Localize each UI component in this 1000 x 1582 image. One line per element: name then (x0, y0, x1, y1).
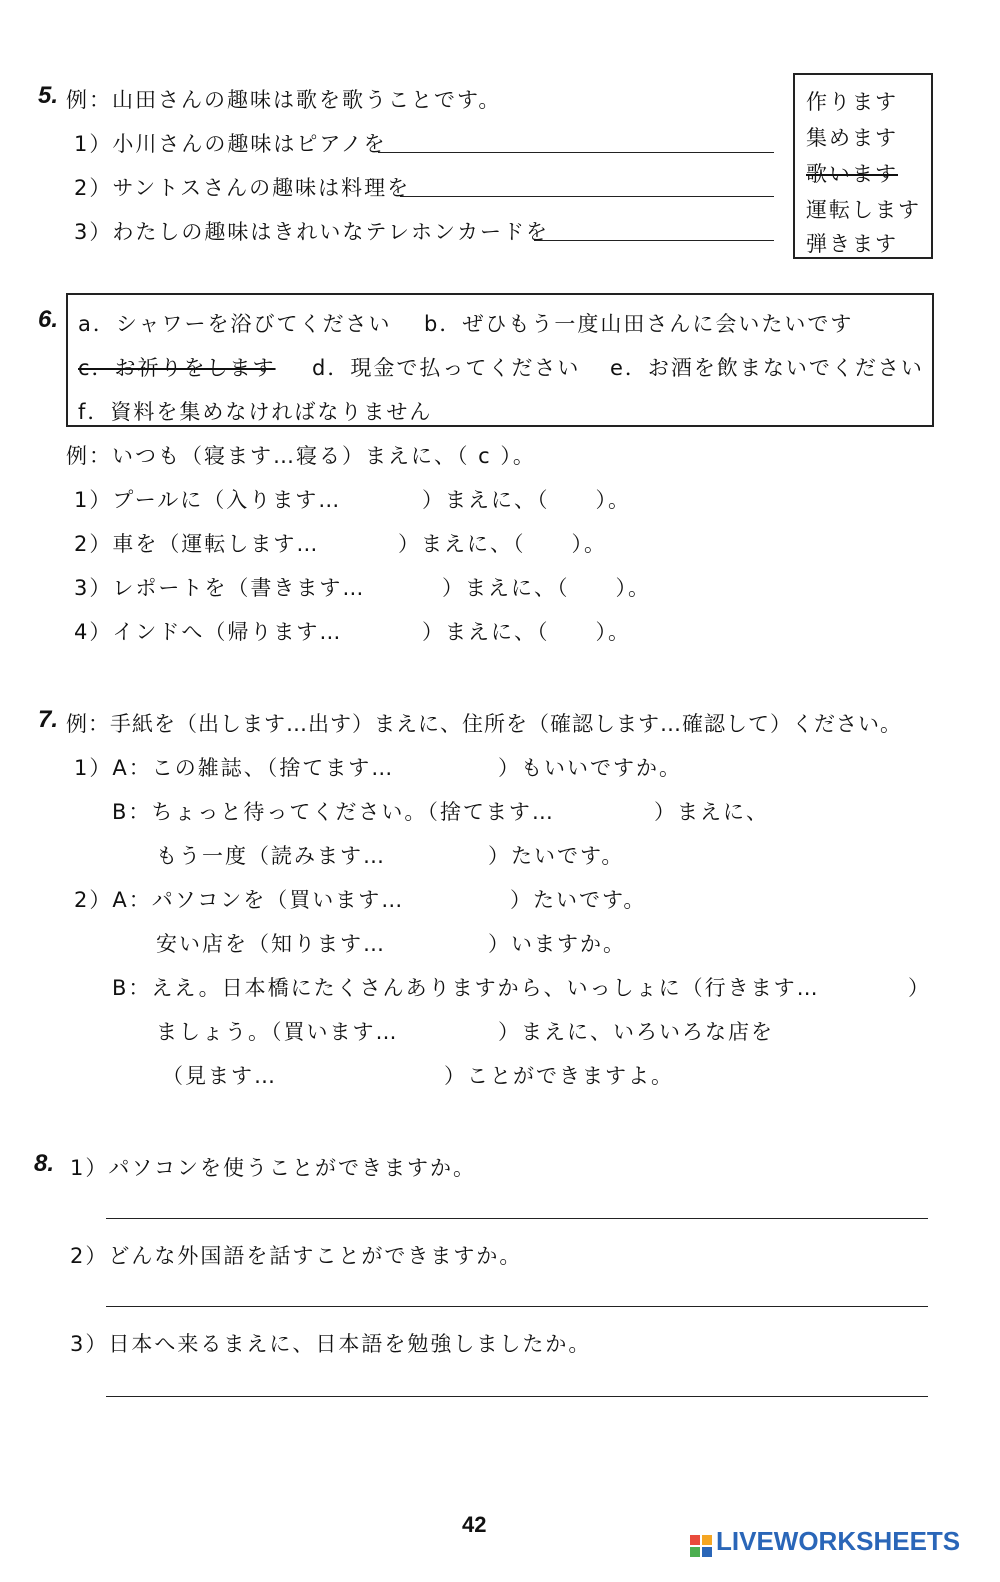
s6-option-a: a．シャワーを浴びてください (78, 312, 392, 336)
s6-item-3-pre: 3）レポートを（書きます… (74, 576, 366, 600)
s8-question-3: 3）日本へ来るまえに、日本語を勉強しましたか。 (70, 1332, 592, 1356)
s8-question-2: 2）どんな外国語を話すことができますか。 (70, 1244, 523, 1268)
s6-option-e: e．お酒を飲まないでください (610, 356, 924, 380)
s7-q1-b2-pre: もう一度（読みます… (156, 844, 386, 868)
s7-q1-b1-pre: B：ちょっと待ってください。（捨てます… (112, 800, 555, 824)
section-5-example: 例：山田さんの趣味は歌を歌うことです。 (66, 88, 502, 112)
s5-choice-5: 弾きます (806, 232, 898, 256)
s5-choice-3-used: 歌います (806, 162, 898, 186)
s7-q2-a1-post: ）たいです。 (510, 888, 647, 912)
s8-answer-line-1[interactable] (106, 1218, 928, 1219)
s8-answer-line-2[interactable] (106, 1306, 928, 1307)
s7-q2-b3-post: ）ことができますよ。 (444, 1064, 674, 1088)
liveworksheets-logo-icon (690, 1535, 712, 1557)
liveworksheets-brand-text: LIVEWORKSHEETS (716, 1526, 961, 1556)
s7-q2-a2-post: ）いますか。 (488, 932, 626, 956)
section-5-number: 5. (38, 82, 59, 109)
s5-choice-4: 運転します (806, 198, 921, 222)
s6-example: 例：いつも（寝ます…寝る）まえに、（ c ）。 (66, 444, 536, 468)
s7-q2-a2-pre: 安い店を（知ります… (156, 932, 386, 956)
s6-item-2-pre: 2）車を（運転します… (74, 532, 320, 556)
s6-item-4-post: ）まえに、（ ）。 (422, 620, 631, 644)
s7-q2-b2-post: ）まえに、いろいろな店を (498, 1020, 774, 1044)
s5-answer-line-3[interactable] (534, 240, 774, 241)
page-number: 42 (462, 1512, 487, 1537)
s6-item-3-post: ）まえに、（ ）。 (442, 576, 651, 600)
section-7-number: 7. (38, 706, 59, 733)
s7-q2-a1-pre: 2）A：パソコンを（買います… (74, 888, 405, 912)
s6-item-2-post: ）まえに、（ ）。 (398, 532, 607, 556)
s5-item-3: 3）わたしの趣味はきれいなテレホンカードを (74, 220, 549, 244)
s7-q1-a-pre: 1）A：この雑誌、（捨てます… (74, 756, 395, 780)
s5-answer-line-1[interactable] (378, 152, 774, 153)
liveworksheets-logo (690, 1526, 960, 1557)
s6-item-1-post: ）まえに、（ ）。 (422, 488, 631, 512)
s5-item-1: 1）小川さんの趣味はピアノを (74, 132, 387, 156)
s6-option-d: d．現金で払ってください (312, 356, 581, 380)
s5-choice-1: 作ります (806, 90, 898, 114)
s7-q2-b3-pre: （見ます… (162, 1064, 277, 1088)
s7-q1-b2-post: ）たいです。 (488, 844, 625, 868)
s7-q2-b1-pre: B：ええ。日本橋にたくさんありますから、いっしょに（行きます… (112, 976, 820, 1000)
s7-q1-b1-post: ）まえに、 (654, 800, 769, 824)
s5-answer-line-2[interactable] (400, 196, 774, 197)
s6-option-f: f．資料を集めなければなりません (78, 400, 433, 424)
s6-option-b: b．ぜひもう一度山田さんに会いたいです (424, 312, 854, 336)
s6-item-4-pre: 4）インドへ（帰ります… (74, 620, 343, 644)
s7-q2-b1-post: ） (908, 976, 931, 1000)
s7-q1-a-post: ）もいいですか。 (498, 756, 682, 780)
s7-q2-b2-pre: ましょう。（買います… (156, 1020, 399, 1044)
s7-example: 例：手紙を（出します…出す）まえに、住所を（確認します…確認して）ください。 (66, 712, 902, 736)
s8-question-1: 1）パソコンを使うことができますか。 (70, 1156, 476, 1180)
section-8-number: 8. (34, 1150, 55, 1177)
section-6-number: 6. (38, 306, 59, 333)
s6-option-c-used: c．お祈りをします (78, 356, 276, 380)
s5-item-2: 2）サントスさんの趣味は料理を (74, 176, 411, 200)
s8-answer-line-3[interactable] (106, 1396, 928, 1397)
s6-item-1-pre: 1）プールに（入ります… (74, 488, 342, 512)
s5-choice-2: 集めます (806, 126, 898, 150)
